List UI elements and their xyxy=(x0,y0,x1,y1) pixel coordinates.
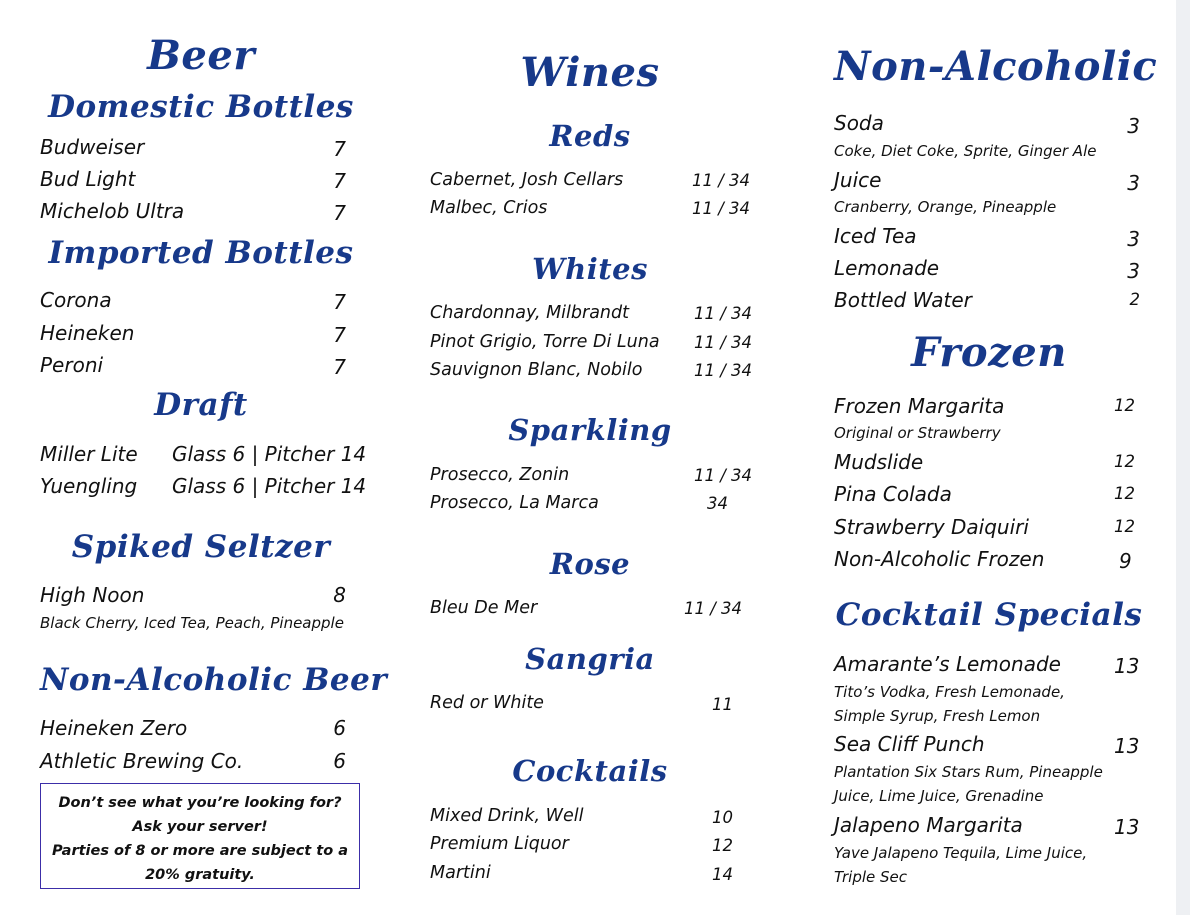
menu-item-name: Malbec, Crios xyxy=(430,198,548,218)
notice-line: 20% gratuity. xyxy=(145,867,255,883)
menu-item-name: Non-Alcoholic Frozen xyxy=(834,547,1045,571)
menu-item-description: Plantation Six Stars Rum, Pineapple xyxy=(834,763,1103,781)
menu-item-price: 7 xyxy=(333,323,346,347)
menu-item-price: Glass 6 | Pitcher 14 xyxy=(172,442,367,466)
menu-item-description: Black Cherry, Iced Tea, Peach, Pineapple xyxy=(40,614,344,632)
menu-item-name: Heineken Zero xyxy=(40,716,188,740)
draft-heading: Draft xyxy=(154,387,248,423)
cocktail-specials-heading: Cocktail Specials xyxy=(835,597,1143,633)
menu-item-price: 12 xyxy=(1114,484,1135,503)
menu-item-price: 7 xyxy=(333,137,346,161)
menu-item-name: Soda xyxy=(834,111,884,135)
whites-heading: Whites xyxy=(532,252,648,286)
sangria-heading: Sangria xyxy=(525,642,655,676)
menu-item-description: Cranberry, Orange, Pineapple xyxy=(834,198,1057,216)
menu-item-price: 7 xyxy=(333,355,346,379)
menu-item-price: 14 xyxy=(712,865,733,884)
menu-item-name: Jalapeno Margarita xyxy=(834,813,1023,837)
menu-item-name: Mixed Drink, Well xyxy=(430,806,584,826)
menu-item-name: Corona xyxy=(40,288,112,312)
menu-item-price: 12 xyxy=(1114,452,1135,471)
menu-item-name: Strawberry Daiquiri xyxy=(834,515,1029,539)
page-edge xyxy=(1176,0,1190,915)
menu-item-name: Prosecco, La Marca xyxy=(430,493,599,513)
menu-item-name: Red or White xyxy=(430,693,544,713)
menu-item-price: 6 xyxy=(333,716,346,740)
menu-item-price: 9 xyxy=(1119,549,1132,573)
menu-item-price: 7 xyxy=(333,201,346,225)
menu-item-price: 13 xyxy=(1114,654,1140,678)
menu-item-price: 34 xyxy=(707,494,728,513)
menu-item-name: Bleu De Mer xyxy=(430,598,538,618)
menu-item-name: Athletic Brewing Co. xyxy=(40,749,244,773)
menu-item-price: 11 / 34 xyxy=(692,199,751,218)
menu-item-name: Michelob Ultra xyxy=(40,199,185,223)
menu-item-name: Cabernet, Josh Cellars xyxy=(430,170,624,190)
menu-item-name: Budweiser xyxy=(40,135,145,159)
menu-item-price: 13 xyxy=(1114,734,1140,758)
menu-item-description: Original or Strawberry xyxy=(834,424,1001,442)
non-alcoholic-beer-heading: Non-Alcoholic Beer xyxy=(40,662,388,698)
menu-item-name: Premium Liquor xyxy=(430,834,569,854)
menu-item-description: Triple Sec xyxy=(834,868,908,886)
menu-item-price: 11 / 34 xyxy=(694,333,753,352)
menu-item-description: Juice, Lime Juice, Grenadine xyxy=(834,787,1044,805)
menu-item-description: Coke, Diet Coke, Sprite, Ginger Ale xyxy=(834,142,1097,160)
reds-heading: Reds xyxy=(549,119,631,153)
menu-item-name: Sea Cliff Punch xyxy=(834,732,985,756)
menu-item-price: 11 / 34 xyxy=(694,466,753,485)
menu-item-price: 3 xyxy=(1127,227,1140,251)
frozen-heading: Frozen xyxy=(911,329,1067,376)
menu-item-name: Sauvignon Blanc, Nobilo xyxy=(430,360,643,380)
menu-item-name: Martini xyxy=(430,863,491,883)
menu-item-name: Pinot Grigio, Torre Di Luna xyxy=(430,332,660,352)
menu-item-name: High Noon xyxy=(40,583,145,607)
menu-item-price: 8 xyxy=(333,583,346,607)
menu-item-price: 6 xyxy=(333,749,346,773)
menu-item-name: Frozen Margarita xyxy=(834,394,1005,418)
menu-item-price: 11 xyxy=(712,695,733,714)
menu-item-name: Prosecco, Zonin xyxy=(430,465,570,485)
rose-heading: Rose xyxy=(549,547,631,581)
domestic-bottles-heading: Domestic Bottles xyxy=(48,89,354,125)
non-alcoholic-title: Non-Alcoholic xyxy=(834,43,1158,90)
wines-title: Wines xyxy=(520,49,660,96)
menu-item-price: 3 xyxy=(1127,114,1140,138)
menu-item-price: 13 xyxy=(1114,815,1140,839)
menu-item-name: Mudslide xyxy=(834,450,924,474)
menu-item-description: Yave Jalapeno Tequila, Lime Juice, xyxy=(834,844,1088,862)
menu-item-name: Pina Colada xyxy=(834,482,952,506)
notice-line: Ask your server! xyxy=(132,819,268,835)
menu-item-description: Simple Syrup, Fresh Lemon xyxy=(834,707,1041,725)
menu-item-price: 7 xyxy=(333,169,346,193)
cocktails-heading: Cocktails xyxy=(512,754,668,788)
gratuity-notice-box xyxy=(40,783,360,889)
beer-title: Beer xyxy=(147,32,255,79)
menu-item-name: Amarante’s Lemonade xyxy=(834,652,1061,676)
menu-item-price: 2 xyxy=(1129,290,1140,309)
menu-item-price: 11 / 34 xyxy=(684,599,743,618)
menu-item-price: 3 xyxy=(1127,259,1140,283)
menu-item-name: Heineken xyxy=(40,321,135,345)
menu-item-name: Bottled Water xyxy=(834,288,972,312)
menu-item-name: Lemonade xyxy=(834,256,940,280)
menu-item-price: 12 xyxy=(1114,517,1135,536)
menu-item-description: Tito’s Vodka, Fresh Lemonade, xyxy=(834,683,1065,701)
notice-line: Parties of 8 or more are subject to a xyxy=(51,843,349,859)
menu-item-price: 11 / 34 xyxy=(692,171,751,190)
menu-item-price: 12 xyxy=(1114,396,1135,415)
menu-item-price: 11 / 34 xyxy=(694,361,753,380)
menu-item-price: 10 xyxy=(712,808,733,827)
menu-item-price: Glass 6 | Pitcher 14 xyxy=(172,474,367,498)
menu-item-price: 7 xyxy=(333,290,346,314)
imported-bottles-heading: Imported Bottles xyxy=(48,235,354,271)
sparkling-heading: Sparkling xyxy=(508,413,672,447)
menu-item-name: Miller Lite xyxy=(40,442,138,466)
menu-item-price: 12 xyxy=(712,836,733,855)
menu-item-price: 11 / 34 xyxy=(694,304,753,323)
menu-item-name: Peroni xyxy=(40,353,104,377)
menu-item-price: 3 xyxy=(1127,171,1140,195)
notice-line: Don’t see what you’re looking for? xyxy=(58,795,342,811)
menu-item-name: Yuengling xyxy=(40,474,138,498)
spiked-seltzer-heading: Spiked Seltzer xyxy=(71,529,331,565)
menu-item-name: Chardonnay, Milbrandt xyxy=(430,303,629,323)
menu-item-name: Juice xyxy=(834,168,882,192)
menu-item-name: Iced Tea xyxy=(834,224,917,248)
menu-item-name: Bud Light xyxy=(40,167,136,191)
